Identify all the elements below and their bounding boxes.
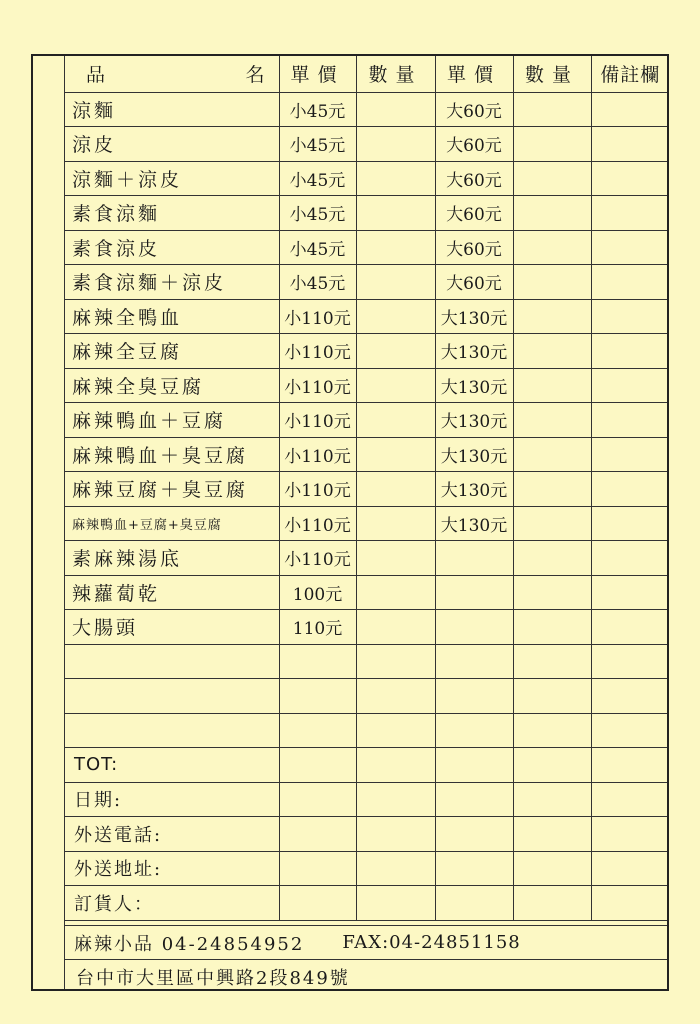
item-price-large: 大130元 xyxy=(435,472,513,507)
item-name xyxy=(64,713,279,748)
item-name: 涼麵＋涼皮 xyxy=(64,161,279,196)
item-quantity-small[interactable] xyxy=(356,127,435,162)
item-name: 辣蘿蔔乾 xyxy=(64,575,279,610)
item-quantity-small[interactable] xyxy=(356,334,435,369)
item-quantity-small[interactable] xyxy=(356,196,435,231)
item-quantity-large[interactable] xyxy=(513,679,591,714)
item-name: 麻辣全臭豆腐 xyxy=(64,368,279,403)
item-quantity-small[interactable] xyxy=(356,713,435,748)
footer-field-cell[interactable] xyxy=(435,817,513,852)
footer-field-cell[interactable] xyxy=(435,851,513,886)
order-table xyxy=(64,56,669,921)
item-price-small: 小110元 xyxy=(279,334,356,369)
item-quantity-large[interactable] xyxy=(513,127,591,162)
shop-fax: FAX:04-24851158 xyxy=(342,932,521,953)
item-quantity-small[interactable] xyxy=(356,265,435,300)
item-remarks[interactable] xyxy=(591,644,669,679)
item-remarks[interactable] xyxy=(591,127,669,162)
item-remarks[interactable] xyxy=(591,403,669,438)
order-form xyxy=(31,54,669,991)
item-quantity-large[interactable] xyxy=(513,472,591,507)
footer-field-row xyxy=(64,886,669,921)
footer-field-cell[interactable] xyxy=(356,782,435,817)
footer-field-cell[interactable] xyxy=(513,782,591,817)
item-remarks[interactable] xyxy=(591,161,669,196)
item-quantity-small[interactable] xyxy=(356,299,435,334)
item-quantity-large[interactable] xyxy=(513,299,591,334)
item-price-large: 大60元 xyxy=(435,127,513,162)
item-price-small: 110元 xyxy=(279,610,356,645)
item-price-large: 大130元 xyxy=(435,437,513,472)
table-row xyxy=(64,265,669,300)
item-quantity-large[interactable] xyxy=(513,403,591,438)
item-quantity-large[interactable] xyxy=(513,265,591,300)
item-price-large: 大130元 xyxy=(435,299,513,334)
item-price-small: 小110元 xyxy=(279,368,356,403)
item-price-small: 小110元 xyxy=(279,506,356,541)
item-price-large xyxy=(435,679,513,714)
left-margin-column xyxy=(33,56,65,989)
shop-address: 台中市大里區中興路2段849號 xyxy=(76,967,350,989)
item-quantity-large[interactable] xyxy=(513,506,591,541)
footer-field-cell[interactable] xyxy=(513,817,591,852)
item-quantity-small[interactable] xyxy=(356,230,435,265)
item-price-small: 小45元 xyxy=(279,161,356,196)
footer-field-cell[interactable] xyxy=(356,817,435,852)
footer-field-cell[interactable] xyxy=(591,886,669,921)
footer-field-cell[interactable] xyxy=(435,748,513,783)
table-row xyxy=(64,610,669,645)
item-remarks[interactable] xyxy=(591,437,669,472)
table-row xyxy=(64,92,669,127)
item-name: 麻辣全豆腐 xyxy=(64,334,279,369)
item-quantity-small[interactable] xyxy=(356,644,435,679)
item-name: 麻辣鴨血＋臭豆腐 xyxy=(64,437,279,472)
item-name xyxy=(64,679,279,714)
footer-field-row xyxy=(64,782,669,817)
header-unit-price-large: 單價 xyxy=(435,56,513,92)
item-quantity-small[interactable] xyxy=(356,679,435,714)
item-price-large: 大60元 xyxy=(435,92,513,127)
footer-field-label: 日期: xyxy=(64,782,279,817)
table-row xyxy=(64,127,669,162)
table-row xyxy=(64,299,669,334)
header-quantity-small: 數量 xyxy=(356,56,435,92)
item-quantity-large[interactable] xyxy=(513,368,591,403)
item-price-large: 大60元 xyxy=(435,196,513,231)
item-price-small: 小45元 xyxy=(279,127,356,162)
table-row xyxy=(64,713,669,748)
table-row xyxy=(64,403,669,438)
table-row xyxy=(64,575,669,610)
footer-field-label: 外送地址: xyxy=(64,851,279,886)
item-quantity-large[interactable] xyxy=(513,230,591,265)
item-price-small: 小45元 xyxy=(279,265,356,300)
item-name: 素食涼麵 xyxy=(64,196,279,231)
shop-contact-bar xyxy=(64,925,669,959)
item-remarks[interactable] xyxy=(591,713,669,748)
item-price-small: 小110元 xyxy=(279,299,356,334)
footer-field-cell[interactable] xyxy=(513,851,591,886)
item-name: 素食涼皮 xyxy=(64,230,279,265)
footer-field-cell[interactable] xyxy=(435,782,513,817)
item-name: 麻辣豆腐＋臭豆腐 xyxy=(64,472,279,507)
footer-field-cell[interactable] xyxy=(279,886,356,921)
header-remarks: 備註欄 xyxy=(591,56,669,92)
header-quantity-large: 數量 xyxy=(513,56,591,92)
item-quantity-large[interactable] xyxy=(513,161,591,196)
item-name: 素麻辣湯底 xyxy=(64,541,279,576)
item-price-small xyxy=(279,644,356,679)
footer-field-cell[interactable] xyxy=(279,782,356,817)
item-price-large xyxy=(435,610,513,645)
table-row xyxy=(64,437,669,472)
item-remarks[interactable] xyxy=(591,334,669,369)
item-price-large: 大60元 xyxy=(435,265,513,300)
item-remarks[interactable] xyxy=(591,92,669,127)
item-remarks[interactable] xyxy=(591,368,669,403)
item-quantity-small[interactable] xyxy=(356,368,435,403)
table-row xyxy=(64,506,669,541)
footer-rows xyxy=(64,748,669,921)
footer-field-cell[interactable] xyxy=(356,851,435,886)
item-remarks[interactable] xyxy=(591,299,669,334)
item-name: 素食涼麵＋涼皮 xyxy=(64,265,279,300)
item-quantity-small[interactable] xyxy=(356,92,435,127)
table-row xyxy=(64,679,669,714)
item-price-small: 小45元 xyxy=(279,230,356,265)
item-quantity-large[interactable] xyxy=(513,334,591,369)
item-price-large: 大130元 xyxy=(435,403,513,438)
item-price-large: 大130元 xyxy=(435,506,513,541)
item-quantity-small[interactable] xyxy=(356,472,435,507)
item-quantity-large[interactable] xyxy=(513,644,591,679)
item-price-small xyxy=(279,679,356,714)
footer-field-cell[interactable] xyxy=(356,886,435,921)
item-remarks[interactable] xyxy=(591,506,669,541)
item-price-small: 100元 xyxy=(279,575,356,610)
item-quantity-large[interactable] xyxy=(513,437,591,472)
item-price-large: 大130元 xyxy=(435,368,513,403)
item-quantity-small[interactable] xyxy=(356,437,435,472)
footer-field-label: 外送電話: xyxy=(64,817,279,852)
table-row xyxy=(64,161,669,196)
footer-field-cell[interactable] xyxy=(279,817,356,852)
footer-field-cell[interactable] xyxy=(435,886,513,921)
footer-field-cell[interactable] xyxy=(356,748,435,783)
item-quantity-large[interactable] xyxy=(513,610,591,645)
item-price-large xyxy=(435,713,513,748)
item-price-large xyxy=(435,541,513,576)
item-price-small: 小110元 xyxy=(279,437,356,472)
item-remarks[interactable] xyxy=(591,610,669,645)
footer-field-cell[interactable] xyxy=(591,851,669,886)
item-quantity-small[interactable] xyxy=(356,541,435,576)
table-row xyxy=(64,472,669,507)
item-quantity-small[interactable] xyxy=(356,575,435,610)
table-row xyxy=(64,230,669,265)
item-quantity-small[interactable] xyxy=(356,403,435,438)
item-name: 涼麵 xyxy=(64,92,279,127)
footer-field-cell[interactable] xyxy=(513,748,591,783)
shop-name-phone: 麻辣小品 04-24854952 xyxy=(74,933,305,955)
item-remarks[interactable] xyxy=(591,265,669,300)
header-item-name: 品 名 xyxy=(64,56,279,92)
footer-field-cell[interactable] xyxy=(591,748,669,783)
item-price-small: 小110元 xyxy=(279,472,356,507)
table-row xyxy=(64,334,669,369)
table-row xyxy=(64,368,669,403)
item-price-large: 大130元 xyxy=(435,334,513,369)
item-price-small: 小45元 xyxy=(279,92,356,127)
item-quantity-large[interactable] xyxy=(513,541,591,576)
item-remarks[interactable] xyxy=(591,472,669,507)
footer-field-cell[interactable] xyxy=(279,748,356,783)
item-quantity-large[interactable] xyxy=(513,575,591,610)
footer-field-cell[interactable] xyxy=(591,817,669,852)
footer-field-cell[interactable] xyxy=(591,782,669,817)
shop-address-bar xyxy=(64,959,669,991)
item-name xyxy=(64,644,279,679)
item-price-small: 小110元 xyxy=(279,403,356,438)
table-row xyxy=(64,541,669,576)
item-remarks[interactable] xyxy=(591,575,669,610)
table-row xyxy=(64,196,669,231)
item-price-large xyxy=(435,644,513,679)
item-remarks[interactable] xyxy=(591,679,669,714)
table-header-row xyxy=(64,56,669,92)
footer-field-label: TOT: xyxy=(64,748,279,783)
item-quantity-large[interactable] xyxy=(513,92,591,127)
item-remarks[interactable] xyxy=(591,541,669,576)
footer-field-row xyxy=(64,817,669,852)
item-quantity-small[interactable] xyxy=(356,506,435,541)
item-quantity-small[interactable] xyxy=(356,161,435,196)
item-name: 大腸頭 xyxy=(64,610,279,645)
item-price-large: 大60元 xyxy=(435,230,513,265)
item-name: 麻辣鴨血＋豆腐 xyxy=(64,403,279,438)
item-quantity-small[interactable] xyxy=(356,610,435,645)
item-name: 麻辣鴨血+豆腐+臭豆腐 xyxy=(64,506,279,541)
item-remarks[interactable] xyxy=(591,230,669,265)
footer-field-label: 訂貨人： xyxy=(64,886,279,921)
item-price-small: 小45元 xyxy=(279,196,356,231)
footer-field-cell[interactable] xyxy=(279,851,356,886)
item-name: 麻辣全鴨血 xyxy=(64,299,279,334)
item-price-large xyxy=(435,575,513,610)
item-rows xyxy=(64,92,669,748)
item-price-small: 小110元 xyxy=(279,541,356,576)
table-row xyxy=(64,644,669,679)
item-name: 涼皮 xyxy=(64,127,279,162)
item-quantity-large[interactable] xyxy=(513,196,591,231)
item-price-small xyxy=(279,713,356,748)
item-remarks[interactable] xyxy=(591,196,669,231)
footer-field-row xyxy=(64,851,669,886)
header-unit-price-small: 單價 xyxy=(279,56,356,92)
item-price-large: 大60元 xyxy=(435,161,513,196)
footer-field-row xyxy=(64,748,669,783)
item-quantity-large[interactable] xyxy=(513,713,591,748)
footer-field-cell[interactable] xyxy=(513,886,591,921)
